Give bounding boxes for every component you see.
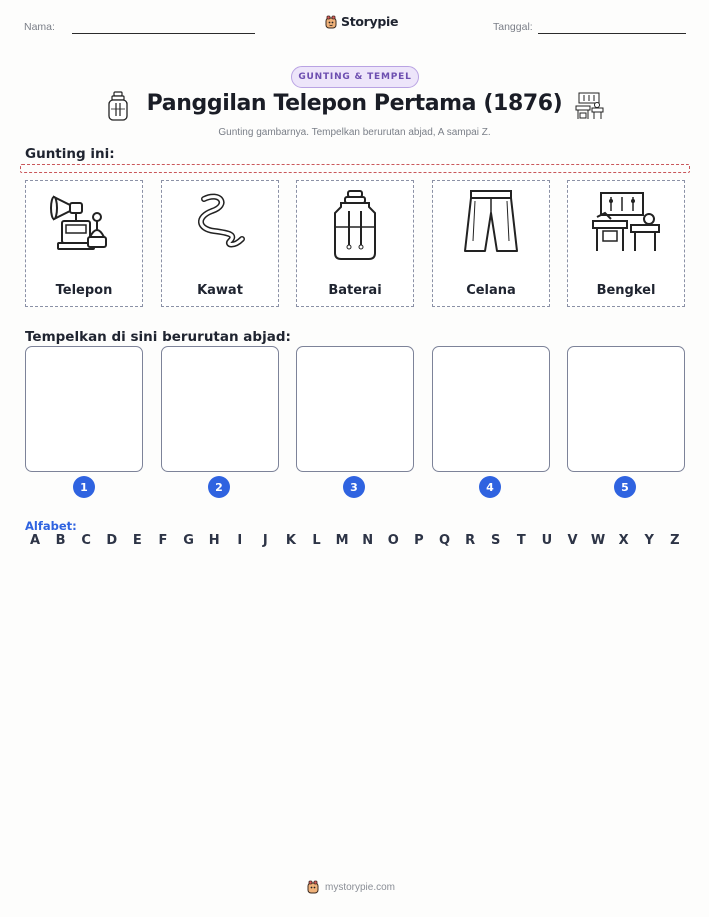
wire-icon [190, 189, 250, 255]
telephone-icon [48, 189, 120, 255]
position-number: 1 [73, 476, 95, 498]
alphabet-letter: M [335, 533, 349, 548]
trousers-icon [463, 189, 519, 255]
storypie-mascot-icon [306, 880, 320, 894]
alphabet-letter: D [106, 533, 118, 548]
workshop-icon [591, 189, 661, 255]
workshop-icon [575, 92, 605, 120]
alphabet-letter: J [262, 533, 268, 548]
paste-box-2[interactable] [161, 346, 279, 472]
date-line[interactable] [538, 33, 686, 34]
paste-box-1[interactable] [25, 346, 143, 472]
cut-section-label: Gunting ini: [25, 146, 115, 162]
alphabet-letter: Q [438, 533, 451, 548]
alphabet-letter: W [590, 533, 606, 548]
cut-card-baterai[interactable] [296, 180, 414, 307]
page-title: Panggilan Telepon Pertama (1876) [146, 91, 563, 116]
alphabet-title: Alfabet: [25, 519, 77, 533]
brand-name: Storypie [341, 14, 399, 29]
storypie-mascot-icon [324, 15, 338, 29]
alphabet-letter: Z [670, 533, 680, 548]
alphabet-letter: E [132, 533, 142, 548]
alphabet-letter: C [81, 533, 91, 548]
date-label: Tanggal: [493, 21, 533, 33]
name-label: Nama: [24, 21, 55, 33]
alphabet-letter: B [55, 533, 66, 548]
page-subtitle: Gunting gambarnya. Tempelkan berurutan abjad, A sampai Z. [218, 127, 491, 138]
alphabet-letter: S [491, 533, 501, 548]
paste-box-5[interactable] [567, 346, 685, 472]
alphabet-letter: I [237, 533, 243, 548]
cut-card-bengkel[interactable] [567, 180, 685, 307]
cut-line [20, 164, 690, 173]
position-number: 5 [614, 476, 636, 498]
alphabet-letter: V [567, 533, 578, 548]
position-number: 4 [479, 476, 501, 498]
activity-badge: GUNTING & TEMPEL [291, 66, 419, 88]
alphabet-letter: T [516, 533, 526, 548]
alphabet-letter: L [312, 533, 321, 548]
alphabet-letter: K [285, 533, 296, 548]
paste-box-3[interactable] [296, 346, 414, 472]
cut-card-telepon[interactable] [25, 180, 143, 307]
card-label: Celana [466, 283, 516, 298]
cut-card-celana[interactable] [432, 180, 550, 307]
alphabet-letter: O [387, 533, 399, 548]
alphabet-letter: H [208, 533, 220, 548]
alphabet-letter: U [541, 533, 553, 548]
alphabet-letter: G [183, 533, 194, 548]
card-label: Telepon [55, 283, 113, 298]
storypie-logo [324, 14, 398, 29]
footer-url[interactable]: mystorypie.com [325, 881, 396, 893]
alphabet-letter: R [465, 533, 476, 548]
card-label: Kawat [197, 283, 243, 298]
card-label: Baterai [328, 283, 382, 298]
alphabet-letter: A [29, 533, 41, 548]
paste-section-label: Tempelkan di sini berurutan abjad: [25, 329, 291, 345]
alphabet-letter: Y [644, 533, 654, 548]
alphabet-letter: N [362, 533, 374, 548]
name-line[interactable] [72, 33, 255, 34]
footer [306, 880, 395, 894]
battery-jar-icon [331, 189, 379, 261]
paste-box-4[interactable] [432, 346, 550, 472]
position-number: 2 [208, 476, 230, 498]
card-label: Bengkel [596, 283, 656, 298]
alphabet-letter: P [414, 533, 424, 548]
alphabet-letter: F [158, 533, 168, 548]
alphabet-letter: X [618, 533, 629, 548]
cut-card-kawat[interactable] [161, 180, 279, 307]
position-number: 3 [343, 476, 365, 498]
alphabet-row [25, 533, 685, 548]
